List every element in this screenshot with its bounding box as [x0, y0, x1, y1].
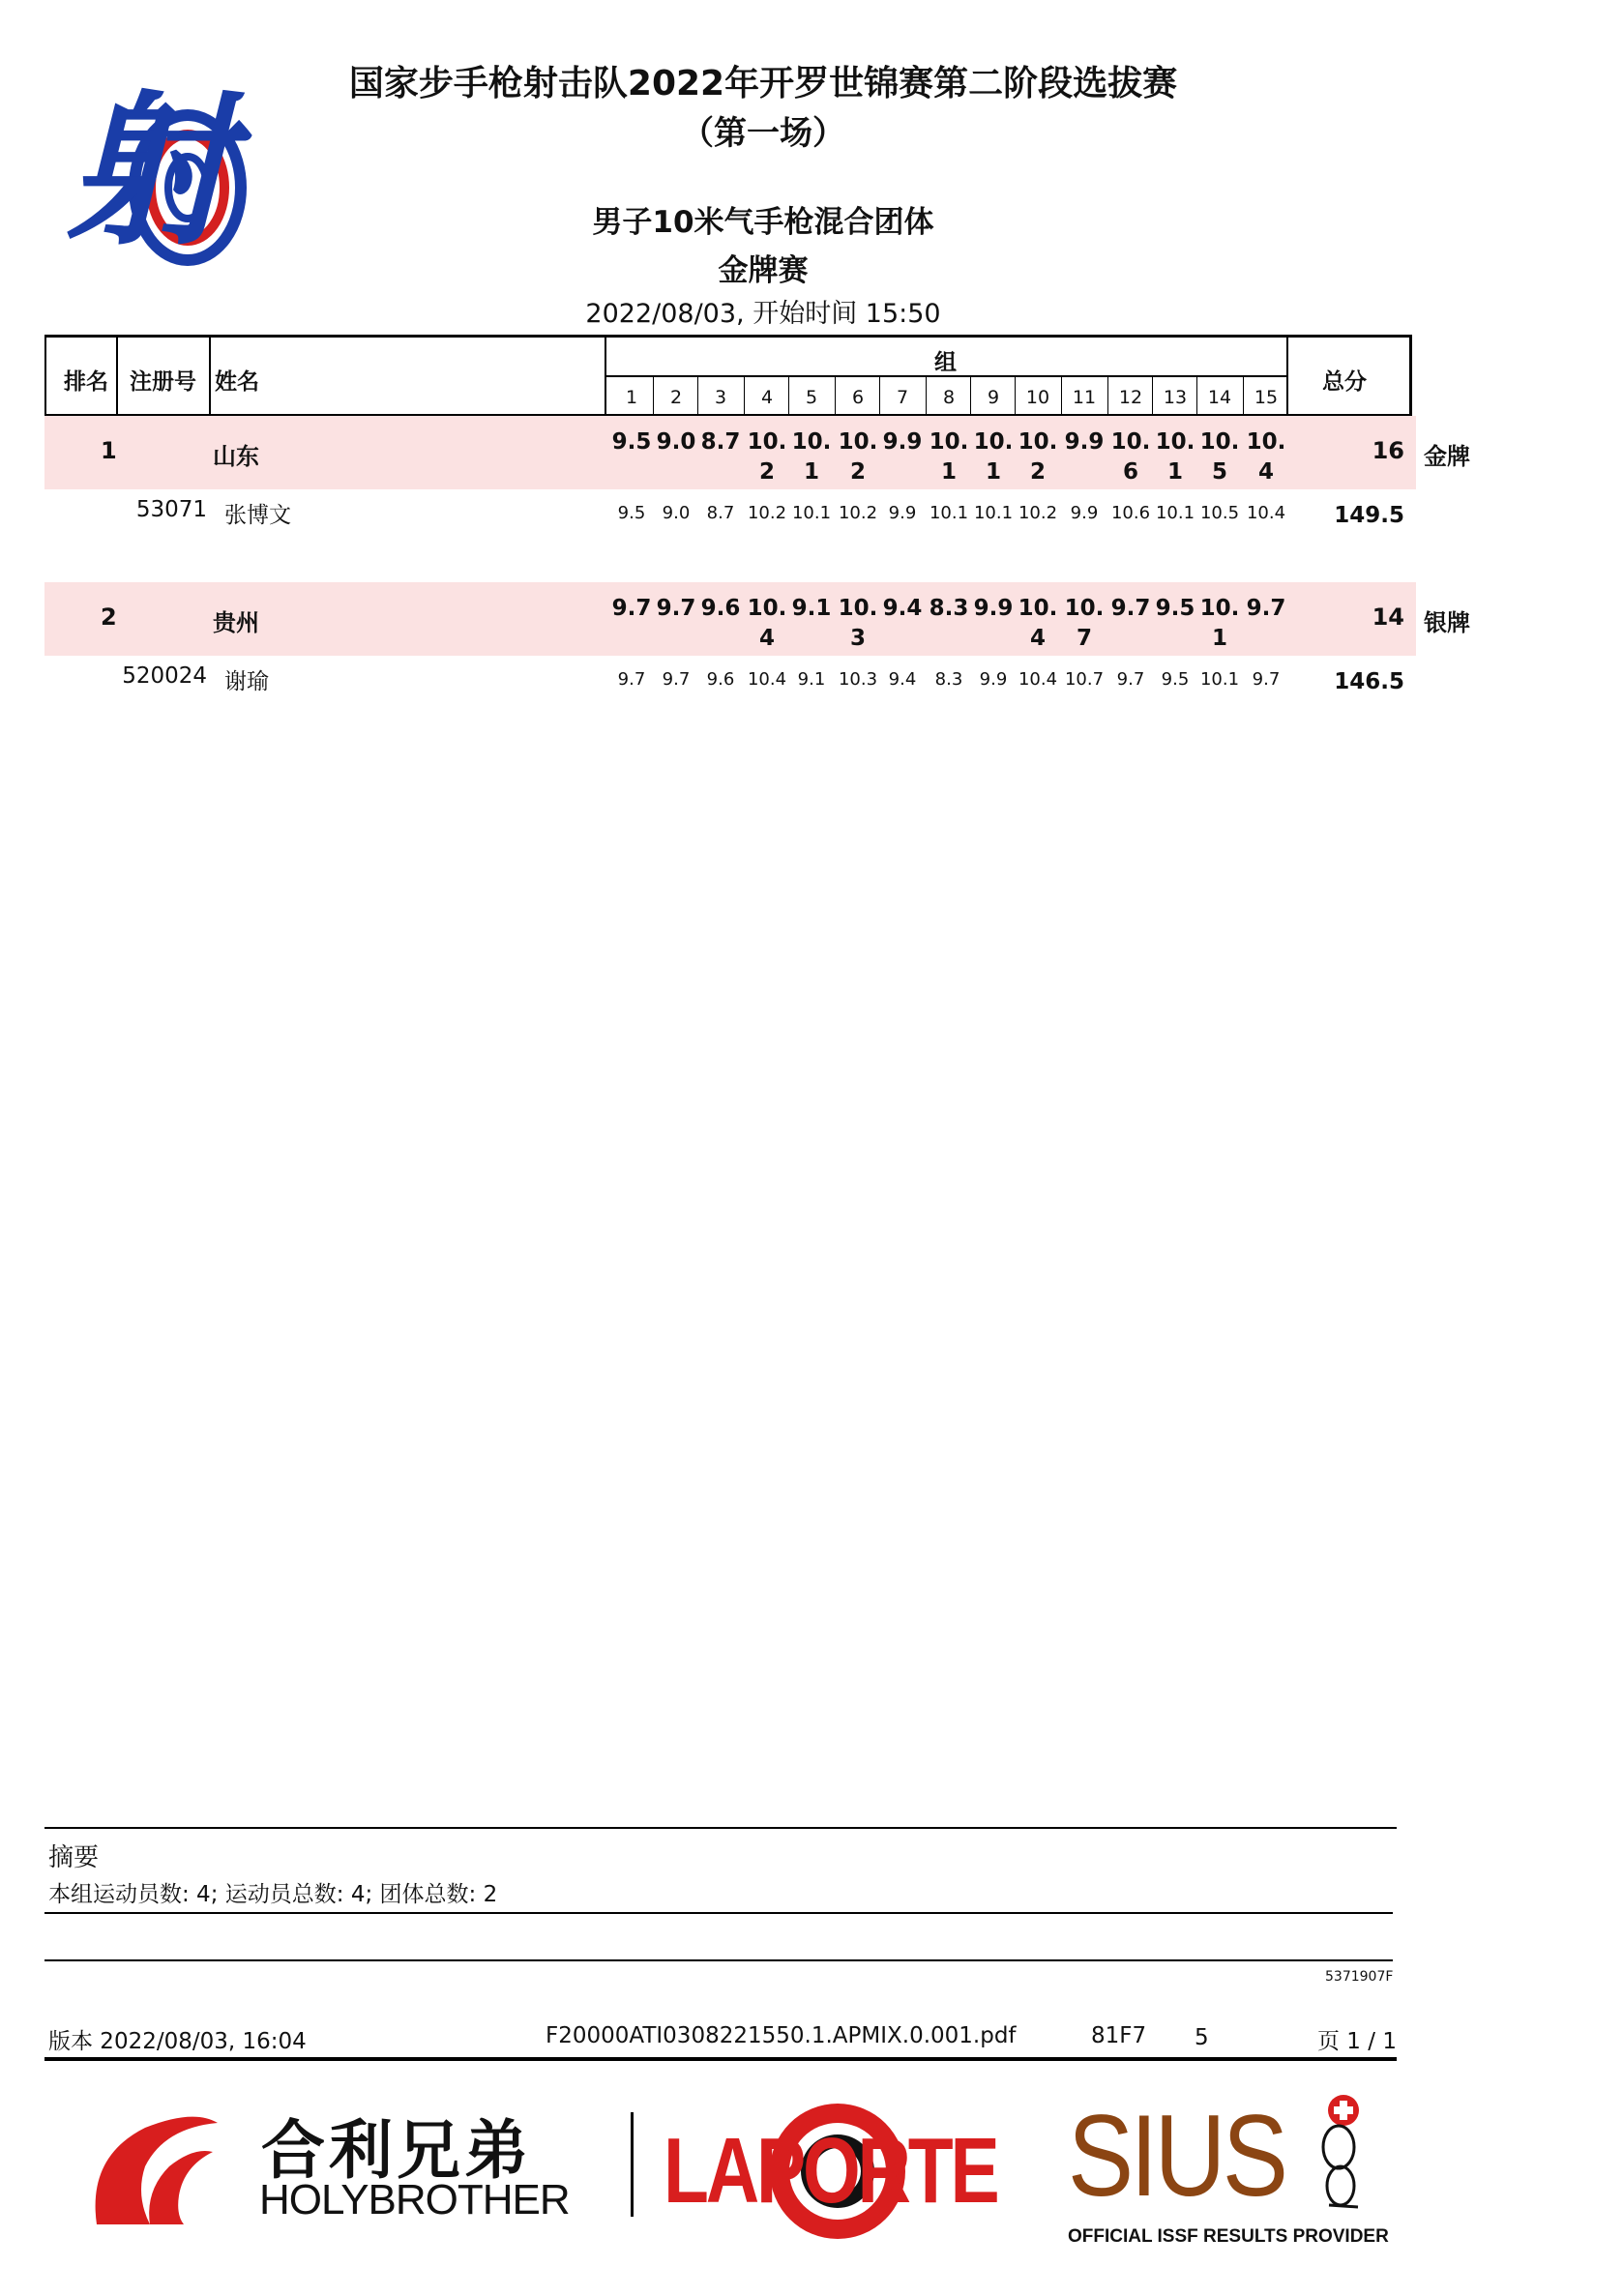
header-top-border [44, 335, 1412, 338]
player-shot: 10.4 [1246, 503, 1286, 523]
team-points: 14 [1372, 603, 1404, 631]
team-shot-line1: 10. [838, 596, 878, 621]
logo-character: 射 [66, 76, 231, 268]
sius-tagline: OFFICIAL ISSF RESULTS PROVIDER [1068, 2226, 1389, 2247]
team-shot-line1: 9.9 [973, 596, 1014, 621]
shot-column-divider [788, 377, 789, 416]
team-name: 贵州 [213, 609, 259, 636]
team-rank: 2 [101, 603, 117, 631]
player-shot: 9.5 [1161, 669, 1190, 690]
event-datetime: 2022/08/03, 开始时间 15:50 [585, 299, 941, 329]
header-reg-no: 注册号 [130, 369, 196, 395]
holybrother-en: HOLYBROTHER [259, 2176, 570, 2223]
player-shot: 9.9 [1070, 503, 1099, 523]
team-shot-line1: 9.5 [1155, 596, 1195, 621]
team-shot-line2: 7 [1076, 626, 1092, 651]
team-medal: 银牌 [1424, 609, 1470, 636]
team-shot-line1: 9.5 [611, 429, 652, 455]
team-shot-line1: 9.7 [656, 596, 696, 621]
player-shot: 10.5 [1199, 503, 1240, 523]
team-shot-line1: 9.4 [882, 596, 923, 621]
team-shot-line1: 10. [1199, 596, 1240, 621]
document-code: 5371907F [1325, 1969, 1394, 1985]
footer-filename: F20000ATI0308221550.1.APMIX.0.001.pdf [546, 2023, 1017, 2048]
player-shot: 10.2 [1018, 503, 1058, 523]
summary-text: 本组运动员数: 4; 运动员总数: 4; 团体总数: 2 [48, 1882, 498, 1907]
sius-logo [1068, 2089, 1397, 2263]
shot-number-header: 10 [1025, 387, 1050, 408]
header-total: 总分 [1322, 369, 1367, 395]
team-shot-line2: 3 [849, 626, 866, 651]
shot-column-divider [879, 377, 880, 416]
header-divider [116, 335, 118, 416]
summary-heading: 摘要 [48, 1843, 100, 1872]
shot-column-divider [970, 377, 971, 416]
team-shot-line1: 9.7 [1246, 596, 1286, 621]
team-shot-line1: 9.6 [700, 596, 741, 621]
laporte-text: LAPORTE [664, 2119, 997, 2222]
player-shot: 10.1 [1155, 503, 1195, 523]
header-border-left [44, 335, 46, 416]
team-medal: 金牌 [1424, 443, 1470, 470]
holybrother-logo [77, 2099, 600, 2234]
header-group: 组 [934, 350, 957, 375]
team-shot-line2: 2 [758, 459, 775, 485]
shot-number-header: 3 [714, 387, 727, 408]
player-shot: 10.7 [1064, 669, 1105, 690]
summary-bottom-rule [44, 1912, 1393, 1914]
sponsor-divider [631, 2112, 634, 2217]
team-shot-line2: 4 [1029, 626, 1046, 651]
player-shot: 10.2 [838, 503, 878, 523]
player-shot: 9.6 [706, 669, 735, 690]
shot-column-divider [1243, 377, 1244, 416]
footer-version: 版本 2022/08/03, 16:04 [48, 2029, 307, 2054]
team-shot-line2: 2 [1029, 459, 1046, 485]
player-shot: 9.7 [1116, 669, 1145, 690]
team-shot-line2: 4 [758, 626, 775, 651]
shot-number-header: 1 [625, 387, 638, 408]
player-shot: 8.3 [934, 669, 963, 690]
team-shot-line2: 2 [849, 459, 866, 485]
shot-column-divider [653, 377, 654, 416]
summary-top-rule [44, 1827, 1397, 1829]
shot-column-divider [1061, 377, 1062, 416]
team-shot-line1: 10. [1199, 429, 1240, 455]
team-shot-line1: 9.7 [611, 596, 652, 621]
team-shot-line1: 10. [973, 429, 1014, 455]
sius-mascot-icon [1300, 2089, 1387, 2215]
team-shot-line1: 10. [1110, 429, 1151, 455]
shot-number-header: 13 [1163, 387, 1188, 408]
shot-column-divider [835, 377, 836, 416]
team-shot-line1: 10. [747, 429, 787, 455]
shot-number-header: 5 [805, 387, 818, 408]
footer-bottom-rule [44, 2057, 1397, 2061]
team-shot-line2: 6 [1122, 459, 1138, 485]
footer-number: 5 [1195, 2025, 1209, 2050]
shot-column-divider [697, 377, 698, 416]
player-shot: 9.7 [662, 669, 691, 690]
footer-page: 页 1 / 1 [1317, 2029, 1397, 2054]
player-total: 149.5 [1334, 503, 1404, 528]
shot-column-divider [1107, 377, 1108, 416]
stage-name: 金牌赛 [718, 253, 809, 288]
header-border-right [1409, 335, 1412, 416]
shot-column-divider [1152, 377, 1153, 416]
shot-number-header: 15 [1254, 387, 1279, 408]
player-shot: 9.1 [797, 669, 826, 690]
team-shot-line1: 9.1 [791, 596, 832, 621]
team-shot-line2: 1 [1211, 626, 1227, 651]
team-shot-line1: 10. [838, 429, 878, 455]
shot-number-header: 4 [760, 387, 774, 408]
event-name: 男子10米气手枪混合团体 [592, 205, 934, 240]
team-shot-line1: 10. [1155, 429, 1195, 455]
shot-number-header: 2 [669, 387, 683, 408]
player-shot: 9.9 [888, 503, 917, 523]
player-shot: 10.1 [1199, 669, 1240, 690]
shot-column-divider [1015, 377, 1016, 416]
header-name: 姓名 [215, 369, 259, 395]
shot-column-divider [1196, 377, 1197, 416]
holybrother-cn: 合利兄弟 [261, 2113, 532, 2188]
holybrother-swirl-icon [77, 2099, 222, 2234]
shot-number-header: 14 [1207, 387, 1232, 408]
player-shot: 10.1 [973, 503, 1014, 523]
team-shot-line2: 1 [940, 459, 957, 485]
shot-number-header: 6 [851, 387, 865, 408]
player-shot: 9.7 [617, 669, 646, 690]
team-rank: 1 [101, 437, 117, 464]
team-name: 山东 [213, 443, 259, 470]
team-shot-line1: 9.9 [882, 429, 923, 455]
team-shot-line1: 10. [1246, 429, 1286, 455]
team-shot-line1: 10. [747, 596, 787, 621]
footer-top-rule [44, 1959, 1393, 1961]
team-points: 16 [1372, 437, 1404, 464]
player-shot: 10.1 [929, 503, 969, 523]
team-shot-line1: 9.9 [1064, 429, 1105, 455]
team-shot-line1: 9.0 [656, 429, 696, 455]
player-shot: 10.4 [747, 669, 787, 690]
shot-number-header: 7 [896, 387, 909, 408]
player-shot: 10.6 [1110, 503, 1151, 523]
laporte-logo [664, 2099, 1012, 2244]
player-shot: 9.7 [1252, 669, 1281, 690]
team-shot-line1: 10. [1064, 596, 1105, 621]
team-shot-line1: 9.7 [1110, 596, 1151, 621]
team-shot-line2: 1 [985, 459, 1001, 485]
team-shot-line2: 1 [803, 459, 819, 485]
team-shot-line1: 10. [1018, 596, 1058, 621]
shot-column-divider [744, 377, 745, 416]
footer-hash: 81F7 [1091, 2023, 1147, 2048]
team-shot-line2: 5 [1211, 459, 1227, 485]
player-shot: 9.9 [979, 669, 1008, 690]
player-shot: 8.7 [706, 503, 735, 523]
player-shot: 9.5 [617, 503, 646, 523]
team-shot-line2: 1 [1166, 459, 1183, 485]
header-rank: 排名 [64, 369, 108, 395]
player-shot: 10.2 [747, 503, 787, 523]
player-shot: 10.1 [791, 503, 832, 523]
shot-column-divider [926, 377, 927, 416]
player-shot: 9.4 [888, 669, 917, 690]
player-name: 张博文 [224, 503, 291, 528]
team-shot-line1: 8.3 [929, 596, 969, 621]
shot-number-header: 9 [987, 387, 1000, 408]
player-reg-no: 53071 [135, 497, 207, 522]
player-name: 谢瑜 [224, 669, 269, 694]
competition-subtitle: （第一场） [681, 114, 845, 153]
player-shot: 10.4 [1018, 669, 1058, 690]
header-divider [209, 335, 211, 416]
player-shot: 10.3 [838, 669, 878, 690]
player-reg-no: 520024 [122, 663, 207, 689]
team-shot-line1: 10. [1018, 429, 1058, 455]
player-shot: 9.0 [662, 503, 691, 523]
team-shot-line1: 10. [929, 429, 969, 455]
shot-number-header: 11 [1072, 387, 1097, 408]
team-shot-line1: 8.7 [700, 429, 741, 455]
team-shot-line2: 4 [1257, 459, 1274, 485]
sius-text: SIUS [1068, 2091, 1285, 2221]
competition-title: 国家步手枪射击队2022年开罗世锦赛第二阶段选拔赛 [348, 64, 1178, 103]
player-total: 146.5 [1334, 669, 1404, 694]
team-shot-line1: 10. [791, 429, 832, 455]
shot-number-header: 12 [1118, 387, 1143, 408]
shot-number-header: 8 [942, 387, 956, 408]
